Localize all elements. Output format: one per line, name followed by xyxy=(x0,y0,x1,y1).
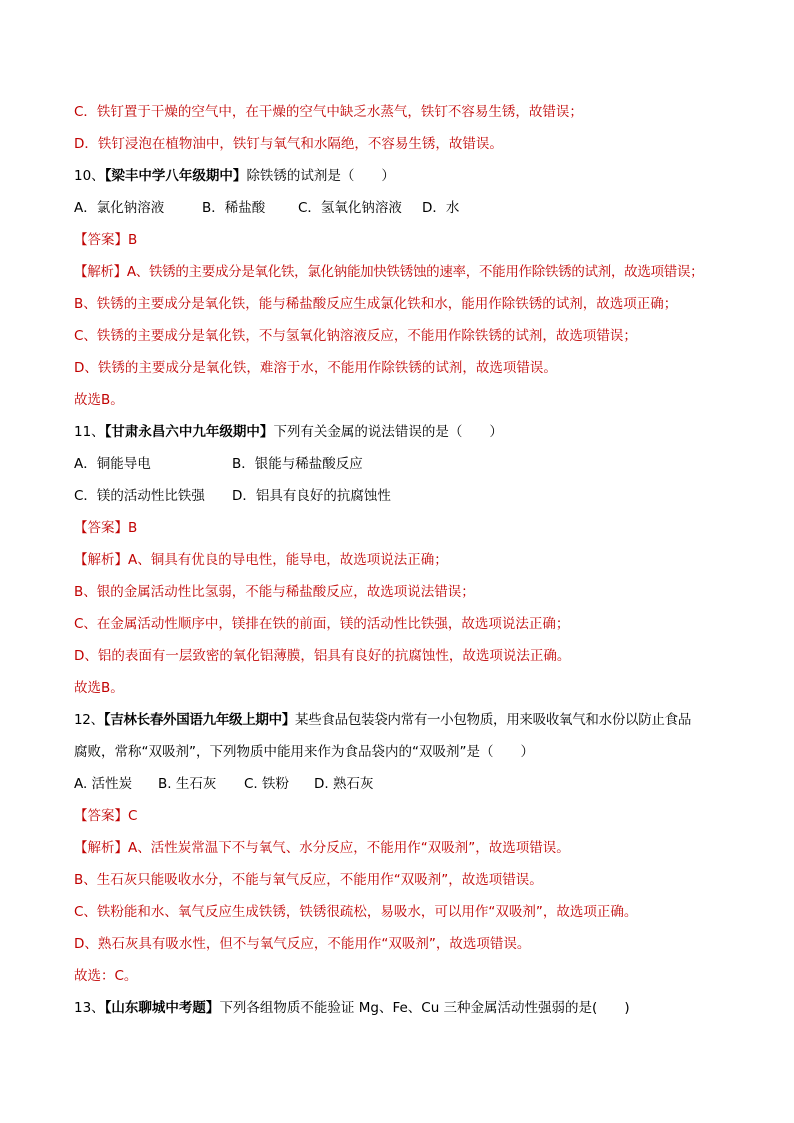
q10-analysis-b: B、铁锈的主要成分是氧化铁，能与稀盐酸反应生成氯化铁和水，能用作除铁锈的试剂，故选项正确； xyxy=(74,296,678,312)
q11-answer xyxy=(74,518,764,538)
q12-options xyxy=(74,774,764,794)
q11-options-row1 xyxy=(74,454,764,474)
q10-option-a: A．氯化钠溶液 xyxy=(74,200,165,216)
analysis-tag: 【解析】 xyxy=(74,552,128,568)
q12-conclusion: 故选：C。 xyxy=(74,968,138,984)
q11-option-d: D．铝具有良好的抗腐蚀性 xyxy=(232,488,391,504)
q11-option-b: B．银能与稀盐酸反应 xyxy=(232,456,363,472)
analysis-text: A、铁锈的主要成分是氧化铁，氯化钠能加快铁锈蚀的速率，不能用作除铁锈的试剂，故选项错误； xyxy=(126,264,704,280)
q13-number: 13、 xyxy=(74,1000,105,1016)
q11-conclusion: 故选B。 xyxy=(74,680,124,696)
q10-question xyxy=(74,166,764,186)
q11-stem: 下列有关金属的说法错误的是（ ） xyxy=(273,424,503,440)
q10-stem: 除铁锈的试剂是（ ） xyxy=(246,168,395,184)
analysis-text: A、活性炭常温下不与氧气、水分反应，不能用作“双吸剂”，故选项错误。 xyxy=(128,840,570,856)
q11-analysis-a xyxy=(74,550,764,570)
q11-analysis-d: D、铝的表面有一层致密的氧化铝薄膜，铝具有良好的抗腐蚀性，故选项说法正确。 xyxy=(74,648,571,664)
answer-tag: 【答案】 xyxy=(74,808,128,824)
q12-option-c: C. 铁粉 xyxy=(244,776,290,792)
q11-question xyxy=(74,422,764,442)
q13-source: 【山东聊城中考题】 xyxy=(104,1000,220,1016)
answer-tag: 【答案】 xyxy=(74,232,128,248)
q12-question-line2: 腐败，常称“双吸剂”，下列物质中能用来作为食品袋内的“双吸剂”是（ ） xyxy=(74,744,534,760)
q10-answer xyxy=(74,230,764,250)
q12-option-d: D. 熟石灰 xyxy=(314,776,374,792)
q10-number: 10、 xyxy=(74,168,105,184)
q12-question-line1 xyxy=(74,710,764,730)
q10-option-c: C．氢氧化钠溶液 xyxy=(298,200,402,216)
q12-analysis-b: B、生石灰只能吸收水分，不能与氧气反应，不能用作“双吸剂”，故选项错误。 xyxy=(74,872,543,888)
answer-value: B xyxy=(128,520,138,536)
q9-option-c-explanation: C．铁钉置于干燥的空气中，在干燥的空气中缺乏水蒸气，铁钉不容易生锈，故错误； xyxy=(74,104,583,120)
answer-value: C xyxy=(128,808,138,824)
q10-conclusion: 故选B。 xyxy=(74,392,124,408)
q13-question xyxy=(74,998,764,1018)
q12-number: 12、 xyxy=(74,712,104,728)
q11-option-a: A．铜能导电 xyxy=(74,456,151,472)
q12-stem-line1: 某些食品包装袋内常有一小包物质，用来吸收氧气和水份以防止食品 xyxy=(295,712,692,728)
q11-analysis-b: B、银的金属活动性比氢弱，不能与稀盐酸反应，故选项说法错误； xyxy=(74,584,475,600)
q10-options xyxy=(74,198,764,218)
q11-source: 【甘肃永昌六中九年级期中】 xyxy=(104,424,274,440)
q10-analysis-a xyxy=(74,262,764,282)
analysis-tag: 【解析】 xyxy=(74,840,128,856)
q13-stem: 下列各组物质不能验证 Mg、Fe、Cu 三种金属活动性强弱的是( ) xyxy=(219,1000,630,1016)
q10-analysis-d: D、铁锈的主要成分是氧化铁，难溶于水，不能用作除铁锈的试剂，故选项错误。 xyxy=(74,360,557,376)
q10-source: 【梁丰中学八年级期中】 xyxy=(104,168,247,184)
q12-source: 【吉林长春外国语九年级上期中】 xyxy=(103,712,296,728)
q10-analysis-c: C、铁锈的主要成分是氧化铁，不与氢氧化钠溶液反应，不能用作除铁锈的试剂，故选项错误； xyxy=(74,328,637,344)
q10-option-d: D．水 xyxy=(422,200,460,216)
q12-option-b: B. 生石灰 xyxy=(158,776,217,792)
q12-option-a: A. 活性炭 xyxy=(74,776,133,792)
q11-options-row2 xyxy=(74,486,764,506)
q12-analysis-d: D、熟石灰具有吸水性，但不与氧气反应，不能用作“双吸剂”，故选项错误。 xyxy=(74,936,531,952)
q11-analysis-c: C、在金属活动性顺序中，镁排在铁的前面，镁的活动性比铁强，故选项说法正确； xyxy=(74,616,570,632)
q12-analysis-a xyxy=(74,838,764,858)
q11-number: 11、 xyxy=(74,424,105,440)
q12-analysis-c: C、铁粉能和水、氧气反应生成铁锈，铁锈很疏松，易吸水，可以用作“双吸剂”，故选项正确。 xyxy=(74,904,638,920)
analysis-text: A、铜具有优良的导电性，能导电，故选项说法正确； xyxy=(128,552,448,568)
q11-option-c: C．镁的活动性比铁强 xyxy=(74,488,205,504)
answer-tag: 【答案】 xyxy=(74,520,128,536)
analysis-tag: 【解析】 xyxy=(74,264,127,280)
q10-option-b: B．稀盐酸 xyxy=(202,200,266,216)
q12-answer xyxy=(74,806,764,826)
q9-option-d-explanation: D．铁钉浸泡在植物油中，铁钉与氧气和水隔绝，不容易生锈，故错误。 xyxy=(74,136,503,152)
answer-value: B xyxy=(128,232,138,248)
